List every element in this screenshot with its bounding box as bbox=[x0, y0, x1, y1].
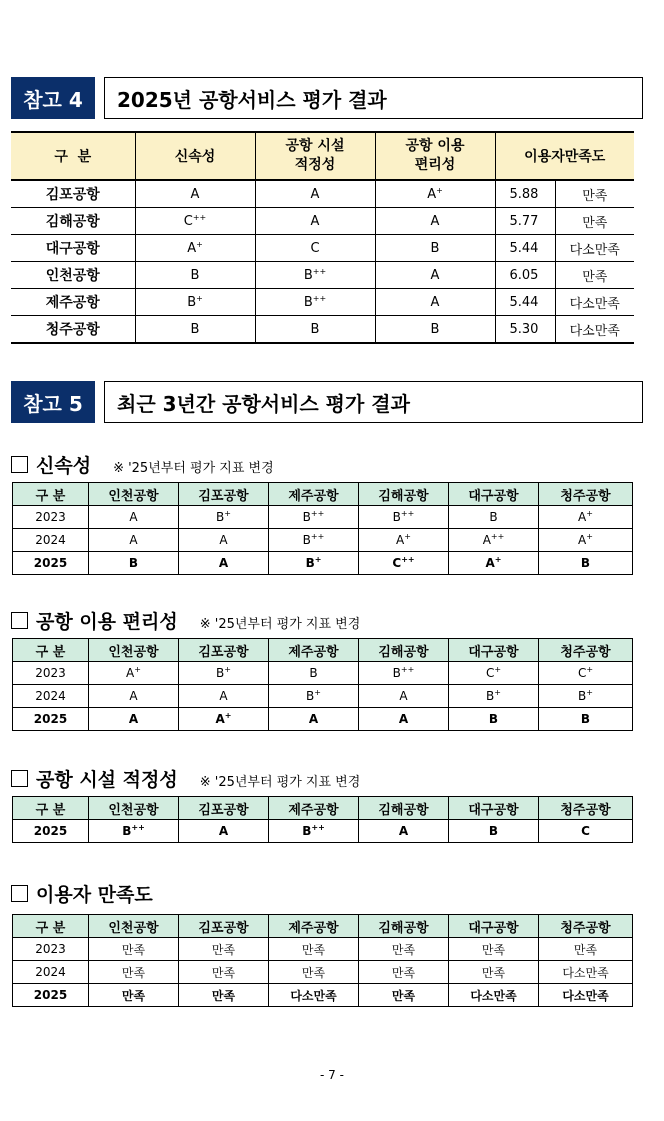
main-header-convenience: 공항 이용 편리성 bbox=[375, 132, 495, 180]
main-cell-speed: B bbox=[135, 316, 255, 344]
table-cell: B+ bbox=[179, 506, 269, 529]
main-cell-score: 5.30 bbox=[495, 316, 555, 344]
main-cell-speed: A bbox=[135, 180, 255, 208]
column-header: 인천공항 bbox=[89, 915, 179, 938]
table-cell: A bbox=[179, 820, 269, 843]
main-cell-score: 5.44 bbox=[495, 289, 555, 316]
main-table-row bbox=[11, 262, 634, 289]
table-cell: 2025 bbox=[13, 708, 89, 731]
table-cell: 만족 bbox=[89, 938, 179, 961]
table-cell: A+ bbox=[359, 529, 449, 552]
table-cell: A+ bbox=[539, 529, 633, 552]
main-cell-score: 5.77 bbox=[495, 208, 555, 235]
column-header: 김해공항 bbox=[359, 483, 449, 506]
table-cell: 2025 bbox=[13, 984, 89, 1007]
section-table bbox=[12, 638, 633, 731]
column-header: 구 분 bbox=[13, 639, 89, 662]
table-cell: B bbox=[449, 708, 539, 731]
main-cell-score: 5.88 bbox=[495, 180, 555, 208]
column-header: 김해공항 bbox=[359, 797, 449, 820]
section-table bbox=[12, 796, 633, 843]
table-cell: 다소만족 bbox=[269, 984, 359, 1007]
table-cell: 만족 bbox=[89, 961, 179, 984]
ref4-tag: 참고 4 bbox=[11, 77, 95, 119]
main-cell-convenience: A bbox=[375, 208, 495, 235]
section-table-header bbox=[13, 915, 633, 938]
main-cell-speed: A+ bbox=[135, 235, 255, 262]
table-cell: A bbox=[179, 685, 269, 708]
main-cell-facility: A bbox=[255, 208, 375, 235]
section-heading bbox=[11, 451, 274, 478]
main-cell-facility: C bbox=[255, 235, 375, 262]
table-cell: 2024 bbox=[13, 961, 89, 984]
main-cell-sat: 만족 bbox=[555, 208, 634, 235]
table-cell: B+ bbox=[269, 552, 359, 575]
section-note: ※ '25년부터 평가 지표 변경 bbox=[113, 461, 274, 476]
main-cell-convenience: B bbox=[375, 316, 495, 344]
column-header: 대구공항 bbox=[449, 797, 539, 820]
main-cell-name: 제주공항 bbox=[11, 289, 135, 316]
table-cell: 2024 bbox=[13, 529, 89, 552]
main-result-table bbox=[11, 131, 634, 344]
table-cell: 만족 bbox=[359, 984, 449, 1007]
table-cell: A bbox=[359, 708, 449, 731]
table-cell: B++ bbox=[359, 662, 449, 685]
section-heading bbox=[11, 880, 153, 907]
section-title: 공항 시설 적정성 bbox=[36, 769, 178, 791]
table-cell: B bbox=[539, 708, 633, 731]
main-header-facility: 공항 시설 적정성 bbox=[255, 132, 375, 180]
main-cell-sat: 다소만족 bbox=[555, 316, 634, 344]
table-cell: A bbox=[359, 685, 449, 708]
main-cell-speed: B bbox=[135, 262, 255, 289]
column-header: 청주공항 bbox=[539, 483, 633, 506]
main-cell-facility: B++ bbox=[255, 289, 375, 316]
table-cell: B++ bbox=[89, 820, 179, 843]
table-cell: B+ bbox=[179, 662, 269, 685]
column-header: 구 분 bbox=[13, 915, 89, 938]
table-cell: 2025 bbox=[13, 552, 89, 575]
table-cell: 만족 bbox=[179, 984, 269, 1007]
main-header-category: 구 분 bbox=[11, 132, 135, 180]
main-cell-name: 김해공항 bbox=[11, 208, 135, 235]
main-cell-sat: 만족 bbox=[555, 180, 634, 208]
table-cell: A+ bbox=[179, 708, 269, 731]
table-cell: B++ bbox=[269, 820, 359, 843]
table-cell: 만족 bbox=[449, 938, 539, 961]
main-cell-speed: B+ bbox=[135, 289, 255, 316]
main-table-row bbox=[11, 289, 634, 316]
table-cell: 만족 bbox=[179, 938, 269, 961]
main-cell-score: 5.44 bbox=[495, 235, 555, 262]
main-cell-sat: 다소만족 bbox=[555, 289, 634, 316]
main-cell-sat: 다소만족 bbox=[555, 235, 634, 262]
column-header: 인천공항 bbox=[89, 639, 179, 662]
main-cell-facility: B bbox=[255, 316, 375, 344]
checkbox-square-icon bbox=[11, 612, 28, 629]
table-cell: B++ bbox=[269, 506, 359, 529]
column-header: 김해공항 bbox=[359, 639, 449, 662]
table-row bbox=[13, 506, 633, 529]
table-cell: 2023 bbox=[13, 938, 89, 961]
table-cell: 만족 bbox=[89, 984, 179, 1007]
column-header: 대구공항 bbox=[449, 639, 539, 662]
column-header: 김포공항 bbox=[179, 483, 269, 506]
table-cell: A+ bbox=[539, 506, 633, 529]
table-cell: B bbox=[449, 820, 539, 843]
column-header: 김포공항 bbox=[179, 797, 269, 820]
column-header: 인천공항 bbox=[89, 797, 179, 820]
main-cell-convenience: A bbox=[375, 262, 495, 289]
section-table-header bbox=[13, 639, 633, 662]
main-cell-convenience: A bbox=[375, 289, 495, 316]
column-header: 인천공항 bbox=[89, 483, 179, 506]
column-header: 제주공항 bbox=[269, 915, 359, 938]
table-cell: 2025 bbox=[13, 820, 89, 843]
section-title: 공항 이용 편리성 bbox=[36, 611, 178, 633]
main-cell-sat: 만족 bbox=[555, 262, 634, 289]
main-cell-facility: A bbox=[255, 180, 375, 208]
table-row bbox=[13, 961, 633, 984]
column-header: 구 분 bbox=[13, 483, 89, 506]
table-row bbox=[13, 938, 633, 961]
table-cell: A bbox=[179, 552, 269, 575]
table-cell: A bbox=[179, 529, 269, 552]
table-cell: 다소만족 bbox=[449, 984, 539, 1007]
checkbox-square-icon bbox=[11, 770, 28, 787]
table-row bbox=[13, 984, 633, 1007]
section-title: 이용자 만족도 bbox=[36, 884, 153, 906]
main-cell-convenience: A+ bbox=[375, 180, 495, 208]
column-header: 청주공항 bbox=[539, 797, 633, 820]
table-cell: B+ bbox=[269, 685, 359, 708]
table-cell: A bbox=[89, 529, 179, 552]
column-header: 대구공항 bbox=[449, 483, 539, 506]
checkbox-square-icon bbox=[11, 885, 28, 902]
table-cell: A bbox=[89, 685, 179, 708]
section-note: ※ '25년부터 평가 지표 변경 bbox=[199, 775, 361, 790]
ref5-tag: 참고 5 bbox=[11, 381, 95, 423]
column-header: 제주공항 bbox=[269, 797, 359, 820]
main-table-row bbox=[11, 235, 634, 262]
table-cell: 다소만족 bbox=[539, 984, 633, 1007]
main-cell-name: 대구공항 bbox=[11, 235, 135, 262]
table-cell: C+ bbox=[449, 662, 539, 685]
main-cell-speed: C++ bbox=[135, 208, 255, 235]
column-header: 제주공항 bbox=[269, 483, 359, 506]
table-cell: 만족 bbox=[359, 938, 449, 961]
main-table-row bbox=[11, 208, 634, 235]
table-cell: 다소만족 bbox=[539, 961, 633, 984]
table-row bbox=[13, 685, 633, 708]
section-table-header bbox=[13, 797, 633, 820]
main-cell-name: 김포공항 bbox=[11, 180, 135, 208]
table-cell: B bbox=[269, 662, 359, 685]
main-cell-name: 인천공항 bbox=[11, 262, 135, 289]
table-row bbox=[13, 529, 633, 552]
table-cell: B bbox=[449, 506, 539, 529]
table-cell: A bbox=[359, 820, 449, 843]
column-header: 청주공항 bbox=[539, 915, 633, 938]
section-note: ※ '25년부터 평가 지표 변경 bbox=[199, 617, 361, 632]
table-cell: 만족 bbox=[359, 961, 449, 984]
table-cell: B bbox=[89, 552, 179, 575]
table-cell: B++ bbox=[269, 529, 359, 552]
main-cell-name: 청주공항 bbox=[11, 316, 135, 344]
main-table-row bbox=[11, 316, 634, 344]
column-header: 제주공항 bbox=[269, 639, 359, 662]
ref5-title: 최근 3년간 공항서비스 평가 결과 bbox=[104, 381, 643, 423]
ref4-title: 2025년 공항서비스 평가 결과 bbox=[104, 77, 643, 119]
table-cell: A bbox=[89, 708, 179, 731]
section-heading bbox=[11, 607, 360, 634]
table-cell: A+ bbox=[449, 552, 539, 575]
column-header: 청주공항 bbox=[539, 639, 633, 662]
main-cell-score: 6.05 bbox=[495, 262, 555, 289]
main-cell-facility: B++ bbox=[255, 262, 375, 289]
main-header-satisfaction: 이용자만족도 bbox=[495, 132, 634, 180]
table-cell: 만족 bbox=[269, 961, 359, 984]
table-cell: B+ bbox=[539, 685, 633, 708]
table-row bbox=[13, 662, 633, 685]
table-cell: 2023 bbox=[13, 662, 89, 685]
column-header: 김해공항 bbox=[359, 915, 449, 938]
table-row bbox=[13, 708, 633, 731]
table-cell: 2023 bbox=[13, 506, 89, 529]
column-header: 김포공항 bbox=[179, 915, 269, 938]
table-cell: C bbox=[539, 820, 633, 843]
ref4-header bbox=[11, 77, 643, 119]
table-cell: C+ bbox=[539, 662, 633, 685]
main-table-row bbox=[11, 180, 634, 208]
page-number: - 7 - bbox=[320, 1068, 344, 1082]
section-table-header bbox=[13, 483, 633, 506]
section-title: 신속성 bbox=[36, 455, 92, 477]
table-cell: 2024 bbox=[13, 685, 89, 708]
table-cell: 만족 bbox=[179, 961, 269, 984]
table-cell: 만족 bbox=[269, 938, 359, 961]
table-cell: A bbox=[269, 708, 359, 731]
section-table bbox=[12, 482, 633, 575]
table-cell: A+ bbox=[89, 662, 179, 685]
main-cell-convenience: B bbox=[375, 235, 495, 262]
main-header-speed: 신속성 bbox=[135, 132, 255, 180]
section-table bbox=[12, 914, 633, 1007]
table-cell: B+ bbox=[449, 685, 539, 708]
column-header: 구 분 bbox=[13, 797, 89, 820]
table-row bbox=[13, 820, 633, 843]
column-header: 김포공항 bbox=[179, 639, 269, 662]
table-row bbox=[13, 552, 633, 575]
section-heading bbox=[11, 765, 360, 792]
table-cell: 만족 bbox=[539, 938, 633, 961]
table-cell: C++ bbox=[359, 552, 449, 575]
table-cell: 만족 bbox=[449, 961, 539, 984]
checkbox-square-icon bbox=[11, 456, 28, 473]
table-cell: A bbox=[89, 506, 179, 529]
table-cell: A++ bbox=[449, 529, 539, 552]
column-header: 대구공항 bbox=[449, 915, 539, 938]
table-cell: B bbox=[539, 552, 633, 575]
ref5-header bbox=[11, 381, 643, 423]
table-cell: B++ bbox=[359, 506, 449, 529]
